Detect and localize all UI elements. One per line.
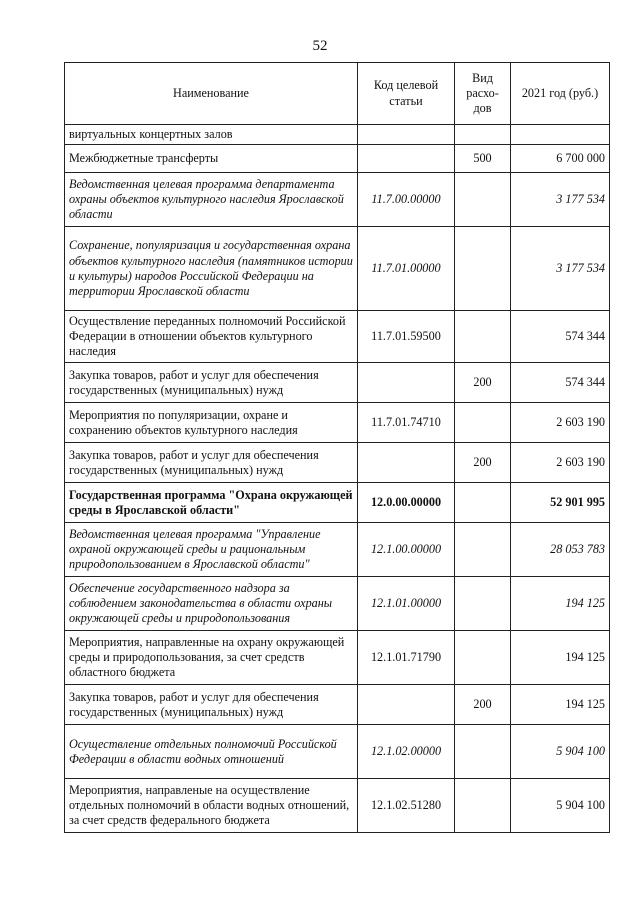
row-code: 12.0.00.00000 [358,483,455,523]
row-type [455,779,511,833]
row-amount: 194 125 [511,631,610,685]
row-name: Мероприятия по популяризации, охране и сохранению объектов культурного наследия [65,403,358,443]
row-code [358,145,455,173]
row-type [455,631,511,685]
row-name: Межбюджетные трансферты [65,145,358,173]
row-code [358,685,455,725]
row-type [455,173,511,227]
row-type [455,403,511,443]
row-name: Государственная программа "Охрана окружающей среды в Ярославской области" [65,483,358,523]
row-code: 11.7.01.59500 [358,311,455,363]
row-amount: 194 125 [511,685,610,725]
table-row [65,577,610,631]
row-amount: 5 904 100 [511,779,610,833]
page-number: 52 [312,38,328,54]
row-type [455,577,511,631]
header-code: Код целевой статьи [358,63,455,125]
table-row [65,363,610,403]
table-row [65,483,610,523]
row-type [455,725,511,779]
row-amount: 52 901 995 [511,483,610,523]
table-row [65,685,610,725]
row-code: 11.7.01.00000 [358,227,455,311]
row-amount: 5 904 100 [511,725,610,779]
table-row [65,125,610,145]
row-name: Осуществление переданных полномочий Российской Федерации в отношении объектов культурного наследия [65,311,358,363]
row-code: 11.7.01.74710 [358,403,455,443]
table-row [65,779,610,833]
row-name: виртуальных концертных залов [65,125,358,145]
row-amount [511,125,610,145]
table-row [65,523,610,577]
row-code: 12.1.02.00000 [358,725,455,779]
row-code [358,443,455,483]
row-code: 12.1.02.51280 [358,779,455,833]
table-row [65,145,610,173]
row-amount: 574 344 [511,311,610,363]
row-type: 200 [455,443,511,483]
row-type [455,483,511,523]
table-row [65,725,610,779]
row-name: Ведомственная целевая программа департамента охраны объектов культурного наследия Ярославской области [65,173,358,227]
row-code [358,363,455,403]
row-type [455,125,511,145]
row-type [455,227,511,311]
row-name: Осуществление отдельных полномочий Российской Федерации в области водных отношений [65,725,358,779]
budget-table [64,62,610,833]
row-code: 12.1.01.71790 [358,631,455,685]
row-amount: 6 700 000 [511,145,610,173]
table-row [65,311,610,363]
header-amount: 2021 год (руб.) [511,63,610,125]
row-name: Обеспечение государственного надзора за соблюдением законодательства в области охраны окружающей среды и природопользования [65,577,358,631]
row-type [455,311,511,363]
row-amount: 2 603 190 [511,403,610,443]
row-code: 12.1.00.00000 [358,523,455,577]
row-code [358,125,455,145]
row-amount: 3 177 534 [511,227,610,311]
row-code: 12.1.01.00000 [358,577,455,631]
row-type: 200 [455,363,511,403]
row-name: Сохранение, популяризация и государственная охрана объектов культурного наследия (памятников истории и культуры) народов Российской Федерации на территории Ярославской области [65,227,358,311]
row-amount: 574 344 [511,363,610,403]
header-name: Наименование [65,63,358,125]
row-name: Закупка товаров, работ и услуг для обеспечения государственных (муниципальных) нужд [65,363,358,403]
row-name: Мероприятия, направленные на охрану окружающей среды и природопользования, за счет средств областного бюджета [65,631,358,685]
row-amount: 2 603 190 [511,443,610,483]
row-type: 200 [455,685,511,725]
table-row [65,403,610,443]
row-name: Закупка товаров, работ и услуг для обеспечения государственных (муниципальных) нужд [65,685,358,725]
table-header-row [65,63,610,125]
table-row [65,631,610,685]
table-row [65,227,610,311]
row-name: Закупка товаров, работ и услуг для обеспечения государственных (муниципальных) нужд [65,443,358,483]
row-type: 500 [455,145,511,173]
table-row [65,173,610,227]
row-name: Ведомственная целевая программа "Управление охраной окружающей среды и рациональным природопользованием в Ярославской области" [65,523,358,577]
row-amount: 194 125 [511,577,610,631]
row-code: 11.7.00.00000 [358,173,455,227]
header-type: Вид расхо-дов [455,63,511,125]
row-name: Мероприятия, направленые на осуществление отдельных полномочий в области водных отношений, за счет средств федерального бюджета [65,779,358,833]
row-amount: 28 053 783 [511,523,610,577]
row-type [455,523,511,577]
table-row [65,443,610,483]
row-amount: 3 177 534 [511,173,610,227]
